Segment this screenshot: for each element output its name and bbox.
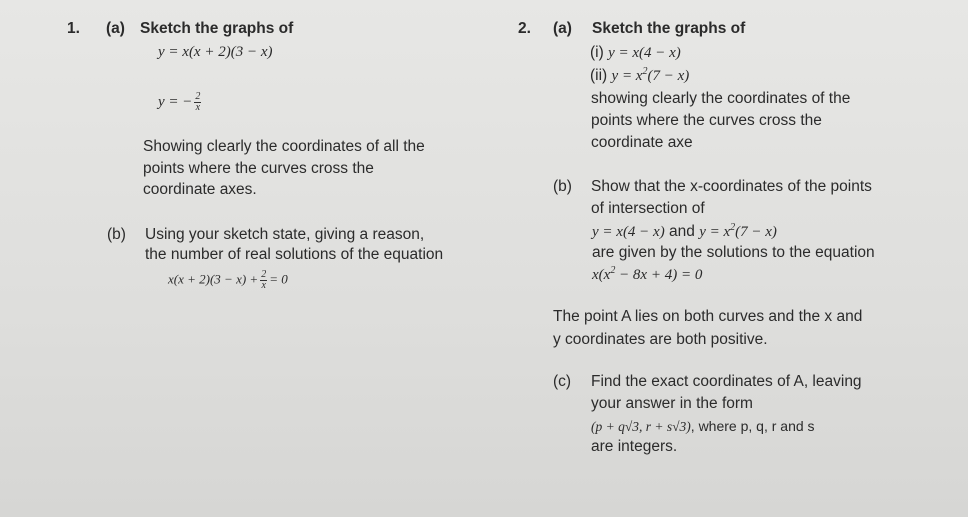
q1-show-line-3: coordinate axes. <box>143 181 257 198</box>
q2-show-line-2: points where the curves cross the <box>591 112 822 129</box>
q2b-label: (b) <box>553 178 572 195</box>
q1a-label: (a) <box>106 20 125 37</box>
q1b-equation <box>168 270 288 291</box>
q2b-and: and <box>669 223 695 240</box>
q1b-line-2: the number of real solutions of the equation <box>145 246 444 263</box>
q2b-equation-2 <box>699 224 777 240</box>
q1-equation-2 <box>158 92 203 113</box>
q2b-eq3-pre: x(x <box>592 267 611 283</box>
q2a-part-i <box>590 44 681 62</box>
q2b-eq3-sup: 2 <box>610 265 616 276</box>
q2c-answer-form: (p + q√3, r + s√3) <box>591 419 691 434</box>
q2b-equation-1: y = x(4 − x) <box>592 224 665 240</box>
q2a-ii-eq-pre: y = x <box>611 68 643 84</box>
q2a-ii-label: (ii) <box>590 67 608 84</box>
q1-equation-1: y = x(x + 2)(3 − x) <box>158 44 273 60</box>
q2-number: 2. <box>518 20 531 37</box>
q2b-eq3-post: − 8x + 4) = 0 <box>619 267 703 283</box>
q2b-eq2-pre: y = x <box>699 224 731 240</box>
q2c-label: (c) <box>553 373 572 390</box>
q2a-part-ii <box>590 67 689 85</box>
q2b-eq2-sup: 2 <box>730 222 736 233</box>
q1-show-line-2: points where the curves cross the <box>143 160 374 177</box>
q1b-equation-left: x(x + 2)(3 − x) + <box>168 271 259 287</box>
q2a-ii-eq-sup: 2 <box>642 66 648 77</box>
q1-number: 1. <box>67 20 80 37</box>
q1-equation-2-fraction <box>194 92 201 113</box>
q2b-equation-3 <box>592 266 702 284</box>
q1b-eq-numerator: 2 <box>261 269 267 280</box>
q2-show-line-3: coordinate axe <box>591 134 693 151</box>
q2b-line-2: of intersection of <box>591 200 705 217</box>
q1b-label: (b) <box>107 226 126 243</box>
q2b-equations <box>592 223 777 241</box>
q2c-line-4: are integers. <box>591 438 678 455</box>
q2c-line-3 <box>591 417 815 436</box>
q2c-where: , where p, q, r and s <box>690 418 815 434</box>
q1-eq2-numerator: 2 <box>195 91 201 102</box>
q2-point-a-line-2: y coordinates are both positive. <box>553 331 768 348</box>
q2b-line-4: are given by the solutions to the equation <box>592 244 875 261</box>
q2-show-line-1: showing clearly the coordinates of the <box>591 90 851 107</box>
q2-point-a-line-1: The point A lies on both curves and the x and <box>553 308 863 325</box>
q2b-eq2-post: (7 − x) <box>735 224 777 240</box>
q1b-equation-fraction <box>260 270 267 291</box>
q1b-eq-denominator: x <box>261 280 266 291</box>
q2a-label: (a) <box>553 20 572 37</box>
q2a-title: Sketch the graphs of <box>592 20 746 37</box>
q2a-i-equation: y = x(4 − x) <box>608 45 681 61</box>
q2a-i-label: (i) <box>590 44 604 61</box>
q2c-line-2: your answer in the form <box>591 395 753 412</box>
q1b-equation-right: = 0 <box>269 271 288 287</box>
q2a-ii-equation <box>612 68 690 84</box>
q1-eq2-denominator: x <box>195 102 201 113</box>
q2c-line-1: Find the exact coordinates of A, leaving <box>591 373 862 390</box>
q2b-line-1: Show that the x-coordinates of the points <box>591 178 872 195</box>
q1a-title: Sketch the graphs of <box>140 20 294 37</box>
q1-equation-2-left: y = − <box>158 93 193 110</box>
q1b-line-1: Using your sketch state, giving a reason, <box>145 226 425 243</box>
q2a-ii-eq-post: (7 − x) <box>647 68 690 84</box>
q1-show-line-1: Showing clearly the coordinates of all the <box>143 138 425 155</box>
